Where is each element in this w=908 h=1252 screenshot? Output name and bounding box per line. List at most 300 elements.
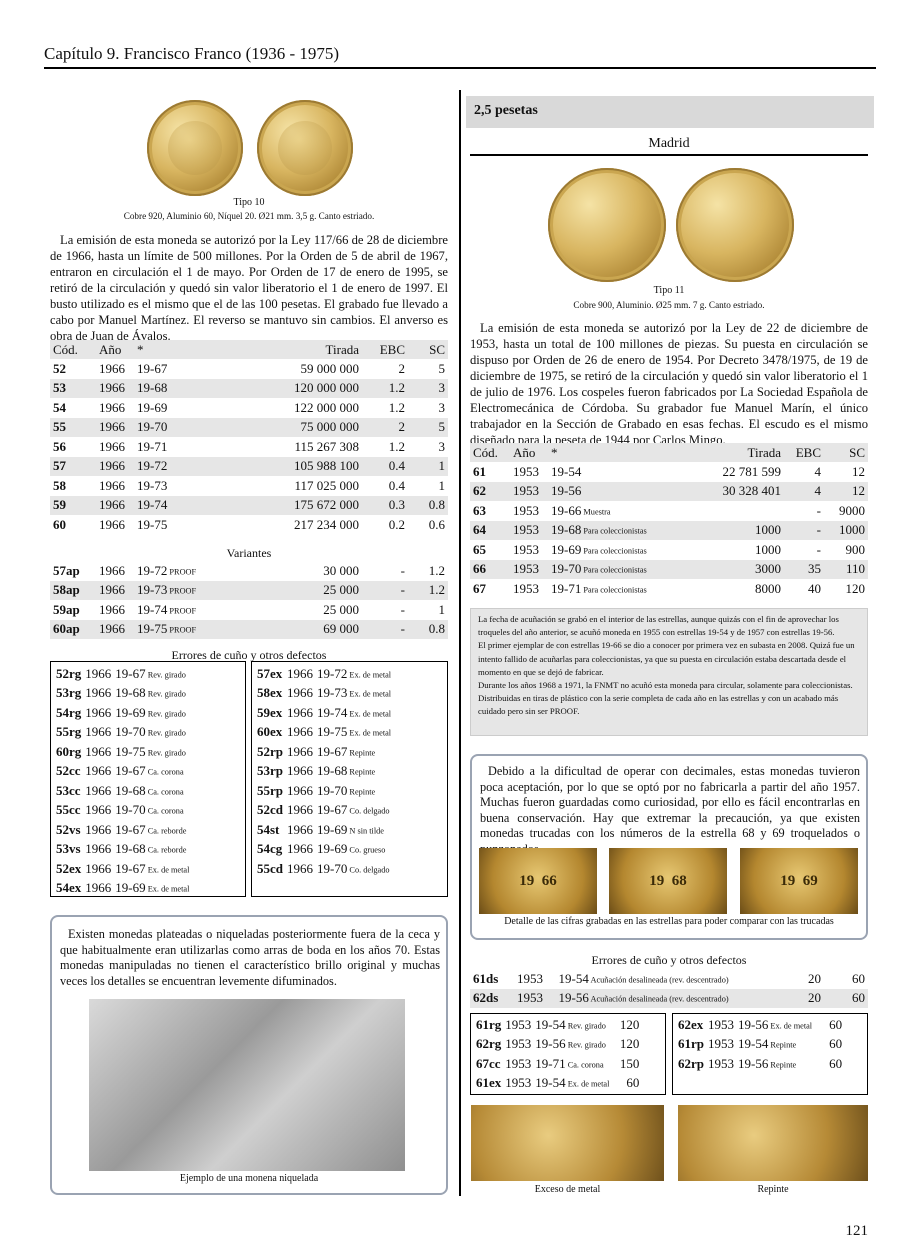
row-ebc: -	[400, 601, 405, 617]
row-note: PROOF	[167, 625, 197, 635]
row-sc: 0.6	[428, 516, 445, 532]
row-mintage: 217 234 000	[294, 516, 359, 532]
row-star: 19-68 Repinte	[317, 763, 376, 779]
row-sc: 60	[852, 990, 865, 1006]
error-row	[54, 723, 191, 743]
trucadas-box-text: Debido a la dificultad de operar con decimales, estas monedas tuvieron poca aceptación, por lo que se optó por no fabricarla a partir del año 1957. Muchas fueron guardadas como curiosidad, por ello es fácil encontrarlas en buena conservación. Hay que extremar la precaución, ya que existen monedas trucadas con los números de la estrella 68 y 69 troquelados o	[480, 764, 860, 840]
tipo-description: Cobre 900, Aluminio. Ø25 mm. 7 g. Canto estriado.	[573, 300, 765, 310]
header-rule	[44, 67, 876, 69]
row-year: 1953	[505, 1055, 532, 1071]
row-ebc: -	[400, 621, 405, 637]
row-sc: 120	[619, 1016, 640, 1032]
coin-obverse-image	[548, 168, 666, 282]
error-row	[474, 1054, 641, 1074]
row-mintage: 25 000	[323, 582, 359, 598]
row-code: 55cd	[257, 860, 283, 876]
row-note: Co. delgado	[347, 865, 390, 875]
intro-paragraph: La emisión de esta moneda se autorizó por la Ley 117/66 de 28 de diciembre de 1966, hasta un límite de 500 millones. Por la Orden de 5 de abril de 1967, entraron en circulación el 1 de mayo. Por Orden de 17 de enero de 1995, se retiró de la circulación y quedó sin valor liberatorio el 1 de enero de 1997. El busto utilizado es el mismo que el de las 100 pesetas. El grabado fue llevado a cabo por Manuel Martínez. El reverso se mantuvo sin cambios. El anverso es obra de Juan de Ávalos.	[50, 233, 448, 343]
row-year: 1953	[517, 990, 543, 1006]
row-year: 1966	[99, 477, 125, 493]
row-star: 19-54 Repinte	[738, 1036, 797, 1052]
error-row	[54, 840, 191, 860]
error-row	[255, 684, 393, 704]
row-note: Repinte	[768, 1060, 797, 1070]
row-mintage: 117 025 000	[294, 477, 359, 493]
error-row	[54, 664, 191, 684]
row-star: 19-71 Ca. corona	[535, 1055, 604, 1071]
table-row	[50, 437, 448, 457]
error-row	[255, 781, 393, 801]
table-header	[470, 443, 868, 462]
row-year: 1966	[99, 621, 125, 637]
row-note: Para coleccionistas	[581, 546, 647, 556]
error-row	[54, 742, 191, 762]
row-note: Repinte	[347, 787, 376, 797]
row-ebc: 0.3	[388, 497, 405, 513]
coin-reverse-image	[676, 168, 794, 282]
error-row	[474, 1035, 641, 1055]
row-note: Ca. corona	[145, 767, 184, 777]
row-note: Rev. girado	[145, 689, 186, 699]
row-mintage: 75 000 000	[300, 419, 359, 435]
row-star: 19-73	[137, 477, 168, 493]
row-code: 62rp	[678, 1055, 704, 1071]
row-year: 1966	[85, 782, 112, 798]
intro-paragraph: La emisión de esta moneda se autorizó por la Ley de 22 de diciembre de 1953, hasta un total de 100 millones de piezas. Su puesta en circulación se dispuso por Orden de 26 de enero de 1954. Por Decreto 3478/1975, de 19 de diciembre de 1975, se retiró de la circulación y quedó sin valor liberatorio el 1 de julio de 1976. Los cospeles fueron fabricados por La Sociedad Española de Electromecánica de Córdoba. Su grabador fue Manuel Marín, el único trabajador en la Sección de Grabado en esas fechas. El escudo es el mismo diseñado para la peseta de 1944 por Carlos Mingo.	[470, 321, 868, 447]
row-sc: 1000	[839, 522, 865, 538]
row-mintage: 105 988 100	[294, 458, 359, 474]
row-code: 60ap	[53, 621, 80, 637]
star-year-right: 66	[541, 872, 557, 889]
row-year: 1953	[505, 1075, 532, 1091]
row-note: Ca. reborde	[145, 826, 187, 836]
table-row	[470, 482, 868, 502]
table-header	[50, 340, 448, 359]
error-row	[676, 1015, 844, 1035]
row-ebc: 20	[808, 970, 821, 986]
row-sc: 3	[438, 438, 445, 454]
error-row	[255, 762, 393, 782]
row-code: 61ex	[476, 1075, 502, 1091]
row-code: 60ex	[257, 724, 283, 740]
row-ebc: -	[816, 541, 821, 557]
error-row	[255, 742, 393, 762]
row-star: 19-69 Ex. de metal	[115, 880, 190, 896]
row-code: 62	[473, 483, 486, 499]
star-detail-68	[609, 848, 727, 914]
row-code: 53cc	[56, 782, 81, 798]
row-year: 1966	[287, 841, 313, 857]
row-year: 1966	[99, 516, 125, 532]
row-sc: 0.8	[428, 497, 445, 513]
errores-wide-table	[470, 969, 868, 1008]
row-star: 19-69 N sin tilde	[317, 821, 384, 837]
note-3: Durante los años 1968 a 1971, la FNMT no acuñó esta moneda para circular, solamente para coleccionistas. Distribuidas en tiras de plástico con la serie completa de cada año en las estrellas y con un acabado más cuidado pero sin ser PROOF.	[478, 680, 853, 717]
row-code: 52rp	[257, 743, 283, 759]
row-year: 1966	[85, 821, 112, 837]
row-sc: 60	[829, 1036, 843, 1052]
error-row	[470, 969, 868, 989]
repinte-photo	[678, 1105, 868, 1181]
row-year: 1953	[505, 1036, 532, 1052]
row-year: 1966	[85, 685, 112, 701]
row-note: Para coleccionistas	[581, 585, 647, 595]
row-star: 19-74	[137, 497, 168, 513]
row-note: Rev. girado	[145, 728, 186, 738]
row-ebc: 1.2	[388, 438, 405, 454]
row-code: 52vs	[56, 821, 81, 837]
row-sc: 3	[438, 399, 445, 415]
row-star: 19-68	[137, 380, 168, 396]
error-row	[54, 801, 191, 821]
row-note: Ex. de metal	[145, 865, 190, 875]
row-year: 1966	[99, 582, 125, 598]
row-year: 1966	[85, 860, 112, 876]
row-note: Repinte	[768, 1040, 797, 1050]
error-row	[54, 820, 191, 840]
row-code: 52cd	[257, 802, 283, 818]
row-mintage: 175 672 000	[294, 497, 359, 513]
row-year: 1966	[85, 704, 112, 720]
row-ebc: 2	[398, 419, 405, 435]
row-ebc: -	[816, 502, 821, 518]
chapter-title: Capítulo 9. Francisco Franco (1936 - 1975)	[44, 44, 340, 63]
row-ebc: 0.2	[388, 516, 405, 532]
row-star: 19-54 Rev. girado	[535, 1016, 606, 1032]
row-ebc: -	[400, 582, 405, 598]
row-sc: 3	[438, 380, 445, 396]
row-sc: 1.2	[428, 582, 445, 598]
table-row	[470, 579, 868, 599]
row-mintage: 120 000 000	[294, 380, 359, 396]
nickel-info-box	[50, 915, 448, 1195]
row-code: 53rg	[56, 685, 82, 701]
tipo-title: Tipo 11	[653, 285, 685, 296]
row-sc: 1	[438, 601, 445, 617]
column-header: *	[551, 444, 558, 460]
table-row	[50, 561, 448, 581]
star-year-left: 19	[519, 872, 535, 889]
column-header: EBC	[795, 444, 821, 460]
row-mintage: 25 000	[323, 601, 359, 617]
column-header: Año	[99, 341, 122, 357]
row-code: 52rg	[56, 665, 82, 681]
row-sc: 60	[829, 1016, 843, 1032]
row-star: 19-70 Ca. corona	[115, 802, 184, 818]
row-year: 1953	[708, 1036, 734, 1052]
table-row	[470, 560, 868, 580]
row-note: Ex. de metal	[347, 670, 392, 680]
error-row	[54, 859, 191, 879]
row-code: 61ds	[473, 970, 499, 986]
row-year: 1966	[99, 497, 125, 513]
note-2: El primer ejemplar de con estrellas 19-66 se dio a conocer por primera vez en subasta en 2008. Quizá fue un intento fallido de acuñarlas para coleccionistas, ya que su puesta en circulación estaba descartada desde el momento en que se dejó de fabricar.	[478, 640, 855, 677]
errores-box-1	[50, 661, 246, 897]
row-ebc: 0.4	[388, 458, 405, 474]
table-row	[470, 521, 868, 541]
nickel-box-text: Existen monedas plateadas o niqueladas posteriormente fuera de la ceca y que habitualmente eran utilizarlas como arras de boda en los años 70. Estas monedas manipuladas no tienen el característico brillo original y muchas veces los detalles se encuentran levemente difuminados.	[60, 927, 440, 988]
mintage-table	[470, 443, 868, 599]
column-divider	[459, 90, 461, 1196]
row-note: Ex. de metal	[347, 689, 392, 699]
row-mintage: 115 267 308	[294, 438, 359, 454]
table-row	[50, 359, 448, 379]
row-ebc: 4	[814, 463, 821, 479]
row-sc: 60	[852, 970, 865, 986]
column-header: Tirada	[325, 341, 359, 357]
row-year: 1966	[287, 782, 313, 798]
row-star: 19-67 Ca. reborde	[115, 821, 187, 837]
row-star: 19-70 Para coleccionistas	[551, 561, 647, 577]
row-year: 1966	[85, 743, 112, 759]
row-note: Ex. de metal	[768, 1021, 813, 1031]
table-row	[50, 418, 448, 438]
row-year: 1966	[85, 880, 112, 896]
star-year-right: 68	[671, 872, 687, 889]
error-row	[255, 840, 393, 860]
table-row	[50, 620, 448, 640]
row-year: 1966	[99, 419, 125, 435]
section-title: 2,5 pesetas	[466, 96, 874, 128]
row-year: 1966	[85, 802, 112, 818]
row-note: Ca. reborde	[145, 845, 187, 855]
row-year: 1966	[99, 458, 125, 474]
row-mintage: 69 000	[323, 621, 359, 637]
row-star: 19-68 Ca. reborde	[115, 841, 187, 857]
coin-reverse-image	[257, 100, 353, 196]
row-code: 52	[53, 360, 66, 376]
row-year: 1966	[287, 743, 313, 759]
row-code: 57ap	[53, 562, 80, 578]
row-year: 1966	[287, 821, 313, 837]
row-star: 19-70 Repinte	[317, 782, 376, 798]
row-code: 59ex	[257, 704, 283, 720]
row-ebc: 20	[808, 990, 821, 1006]
row-star: 19-56 Ex. de metal	[738, 1016, 813, 1032]
star-detail-69	[740, 848, 858, 914]
row-star: 19-54 Acuñación desalineada (rev. descentrado)	[558, 970, 729, 986]
row-star: 19-54	[551, 463, 582, 479]
error-row	[255, 664, 393, 684]
row-star: 19-56 Rev. girado	[535, 1036, 606, 1052]
row-ebc: -	[816, 522, 821, 538]
row-code: 53	[53, 380, 66, 396]
row-sc: 12	[852, 463, 865, 479]
row-star: 19-56 Acuñación desalineada (rev. descentrado)	[558, 990, 729, 1006]
column-header: Tirada	[747, 444, 781, 460]
column-header: Cód.	[53, 341, 78, 357]
error-row	[676, 1054, 844, 1074]
row-star: 19-70 Co. delgado	[317, 860, 390, 876]
row-star: 19-56 Repinte	[738, 1055, 797, 1071]
row-note: Co. delgado	[347, 806, 390, 816]
row-sc: 60	[829, 1055, 843, 1071]
row-note: Repinte	[347, 767, 376, 777]
row-year: 1966	[287, 704, 313, 720]
row-year: 1966	[99, 360, 125, 376]
row-note: N sin tilde	[347, 826, 384, 836]
row-sc: 1.2	[428, 562, 445, 578]
row-code: 63	[473, 502, 486, 518]
row-code: 65	[473, 541, 486, 557]
row-star: 19-69 Co. grueso	[317, 841, 386, 857]
table-row	[50, 515, 448, 535]
table-row	[50, 457, 448, 477]
trucadas-info-box	[470, 754, 868, 940]
row-star: 19-75	[137, 516, 168, 532]
row-note: Ca. corona	[145, 806, 184, 816]
row-star: 19-67	[137, 360, 168, 376]
note-1: La fecha de acuñación se grabó en el interior de las estrellas, aunque quizás con el fin de aprovechar los troqueles del año anterior, se acuñó moneda en 1955 con estrellas 19-54 y de 1957 con estrellas 19-56.	[478, 614, 839, 638]
star-year-left: 19	[780, 872, 796, 889]
error-row	[470, 989, 868, 1009]
row-mintage: 22 781 599	[722, 463, 781, 479]
page-number: 121	[845, 1223, 868, 1239]
row-year: 1953	[708, 1016, 734, 1032]
row-sc: 1	[438, 477, 445, 493]
row-sc: 0.8	[428, 621, 445, 637]
table-row	[50, 476, 448, 496]
row-ebc: 35	[808, 561, 821, 577]
errores-title: Errores de cuño y otros defectos	[591, 953, 747, 967]
error-row	[54, 879, 191, 899]
row-note: Repinte	[347, 748, 376, 758]
row-star: 19-67 Repinte	[317, 743, 376, 759]
row-note: Rev. girado	[565, 1040, 606, 1050]
row-year: 1966	[287, 802, 313, 818]
row-sc: 9000	[839, 502, 865, 518]
row-year: 1966	[85, 665, 112, 681]
row-note: Ca. corona	[145, 787, 184, 797]
row-ebc: 1.2	[388, 380, 405, 396]
variantes-table	[50, 561, 448, 639]
table-row	[50, 600, 448, 620]
row-year: 1966	[99, 601, 125, 617]
errores-box-1	[470, 1013, 666, 1095]
row-code: 52ex	[56, 860, 82, 876]
row-year: 1953	[517, 970, 543, 986]
errores-box-2	[251, 661, 448, 897]
column-header: *	[137, 341, 144, 357]
photo-caption-1: Exceso de metal	[534, 1184, 601, 1195]
row-code: 62rg	[476, 1036, 502, 1052]
row-sc: 5	[438, 360, 445, 376]
row-year: 1953	[513, 502, 539, 518]
table-row	[50, 496, 448, 516]
row-star: 19-56	[551, 483, 582, 499]
row-year: 1966	[287, 665, 313, 681]
row-code: 67cc	[476, 1055, 501, 1071]
row-note: Ex. de metal	[145, 884, 190, 894]
row-code: 62ex	[678, 1016, 704, 1032]
row-note: PROOF	[167, 606, 197, 616]
row-star: 19-74 PROOF	[137, 601, 197, 617]
row-sc: 120	[845, 580, 865, 596]
row-sc: 900	[845, 541, 865, 557]
row-code: 58ex	[257, 685, 283, 701]
error-row	[474, 1015, 641, 1035]
error-row	[255, 723, 393, 743]
row-star: 19-67 Ex. de metal	[115, 860, 190, 876]
row-star: 19-69	[137, 399, 168, 415]
star-year-left: 19	[649, 872, 665, 889]
row-mintage: 1000	[755, 522, 781, 538]
row-year: 1953	[513, 541, 539, 557]
row-star: 19-72 Ex. de metal	[317, 665, 392, 681]
row-year: 1953	[513, 463, 539, 479]
row-mintage	[692, 501, 784, 521]
row-ebc: 2	[398, 360, 405, 376]
row-year: 1966	[85, 841, 112, 857]
row-year: 1966	[287, 763, 313, 779]
row-star: 19-67 Co. delgado	[317, 802, 390, 818]
row-star: 19-70	[137, 419, 168, 435]
row-code: 54rg	[56, 704, 82, 720]
row-note: Para coleccionistas	[581, 565, 647, 575]
row-star: 19-74 Ex. de metal	[317, 704, 392, 720]
row-code: 59	[53, 497, 66, 513]
row-code: 55cc	[56, 802, 81, 818]
table-row	[470, 501, 868, 521]
table-row	[50, 398, 448, 418]
row-star: 19-73 Ex. de metal	[317, 685, 392, 701]
exceso-metal-photo	[471, 1105, 664, 1181]
row-year: 1966	[99, 562, 125, 578]
error-row	[676, 1035, 844, 1055]
row-code: 61	[473, 463, 486, 479]
row-code: 66	[473, 561, 486, 577]
row-ebc: 4	[814, 483, 821, 499]
row-ebc: 0.4	[388, 477, 405, 493]
trucadas-caption: Detalle de las cifras grabadas en las estrellas para poder comparar con las trucadas	[504, 916, 834, 927]
row-code: 55rp	[257, 782, 283, 798]
mintage-table	[50, 340, 448, 535]
row-note: Acuñación desalineada (rev. descentrado)	[588, 975, 729, 985]
errores-title: Errores de cuño y otros defectos	[171, 648, 327, 662]
row-code: 67	[473, 580, 486, 596]
row-note: Para coleccionistas	[581, 526, 647, 536]
row-mintage: 1000	[755, 541, 781, 557]
error-row	[255, 820, 393, 840]
row-star: 19-66 Muestra	[551, 502, 611, 518]
row-year: 1966	[99, 399, 125, 415]
row-year: 1953	[505, 1016, 532, 1032]
column-header: SC	[429, 341, 445, 357]
notes-box	[470, 608, 868, 736]
row-mintage: 59 000 000	[300, 360, 359, 376]
row-mintage: 30 328 401	[722, 483, 781, 499]
row-note: Acuñación desalineada (rev. descentrado)	[588, 994, 729, 1004]
row-sc: 120	[619, 1036, 640, 1052]
row-code: 53rp	[257, 763, 283, 779]
row-year: 1953	[513, 580, 539, 596]
row-code: 61rp	[678, 1036, 704, 1052]
row-star: 19-67 Ca. corona	[115, 763, 184, 779]
row-sc: 150	[619, 1055, 640, 1071]
row-year: 1953	[513, 561, 539, 577]
row-ebc: -	[400, 562, 405, 578]
row-year: 1966	[287, 860, 313, 876]
error-row	[255, 801, 393, 821]
row-year: 1953	[513, 483, 539, 499]
row-note: Rev. girado	[145, 748, 186, 758]
column-header: SC	[849, 444, 865, 460]
error-row	[54, 703, 191, 723]
table-row	[50, 581, 448, 601]
row-sc: 12	[852, 483, 865, 499]
row-year: 1966	[85, 763, 112, 779]
row-star: 19-68 Ca. corona	[115, 782, 184, 798]
